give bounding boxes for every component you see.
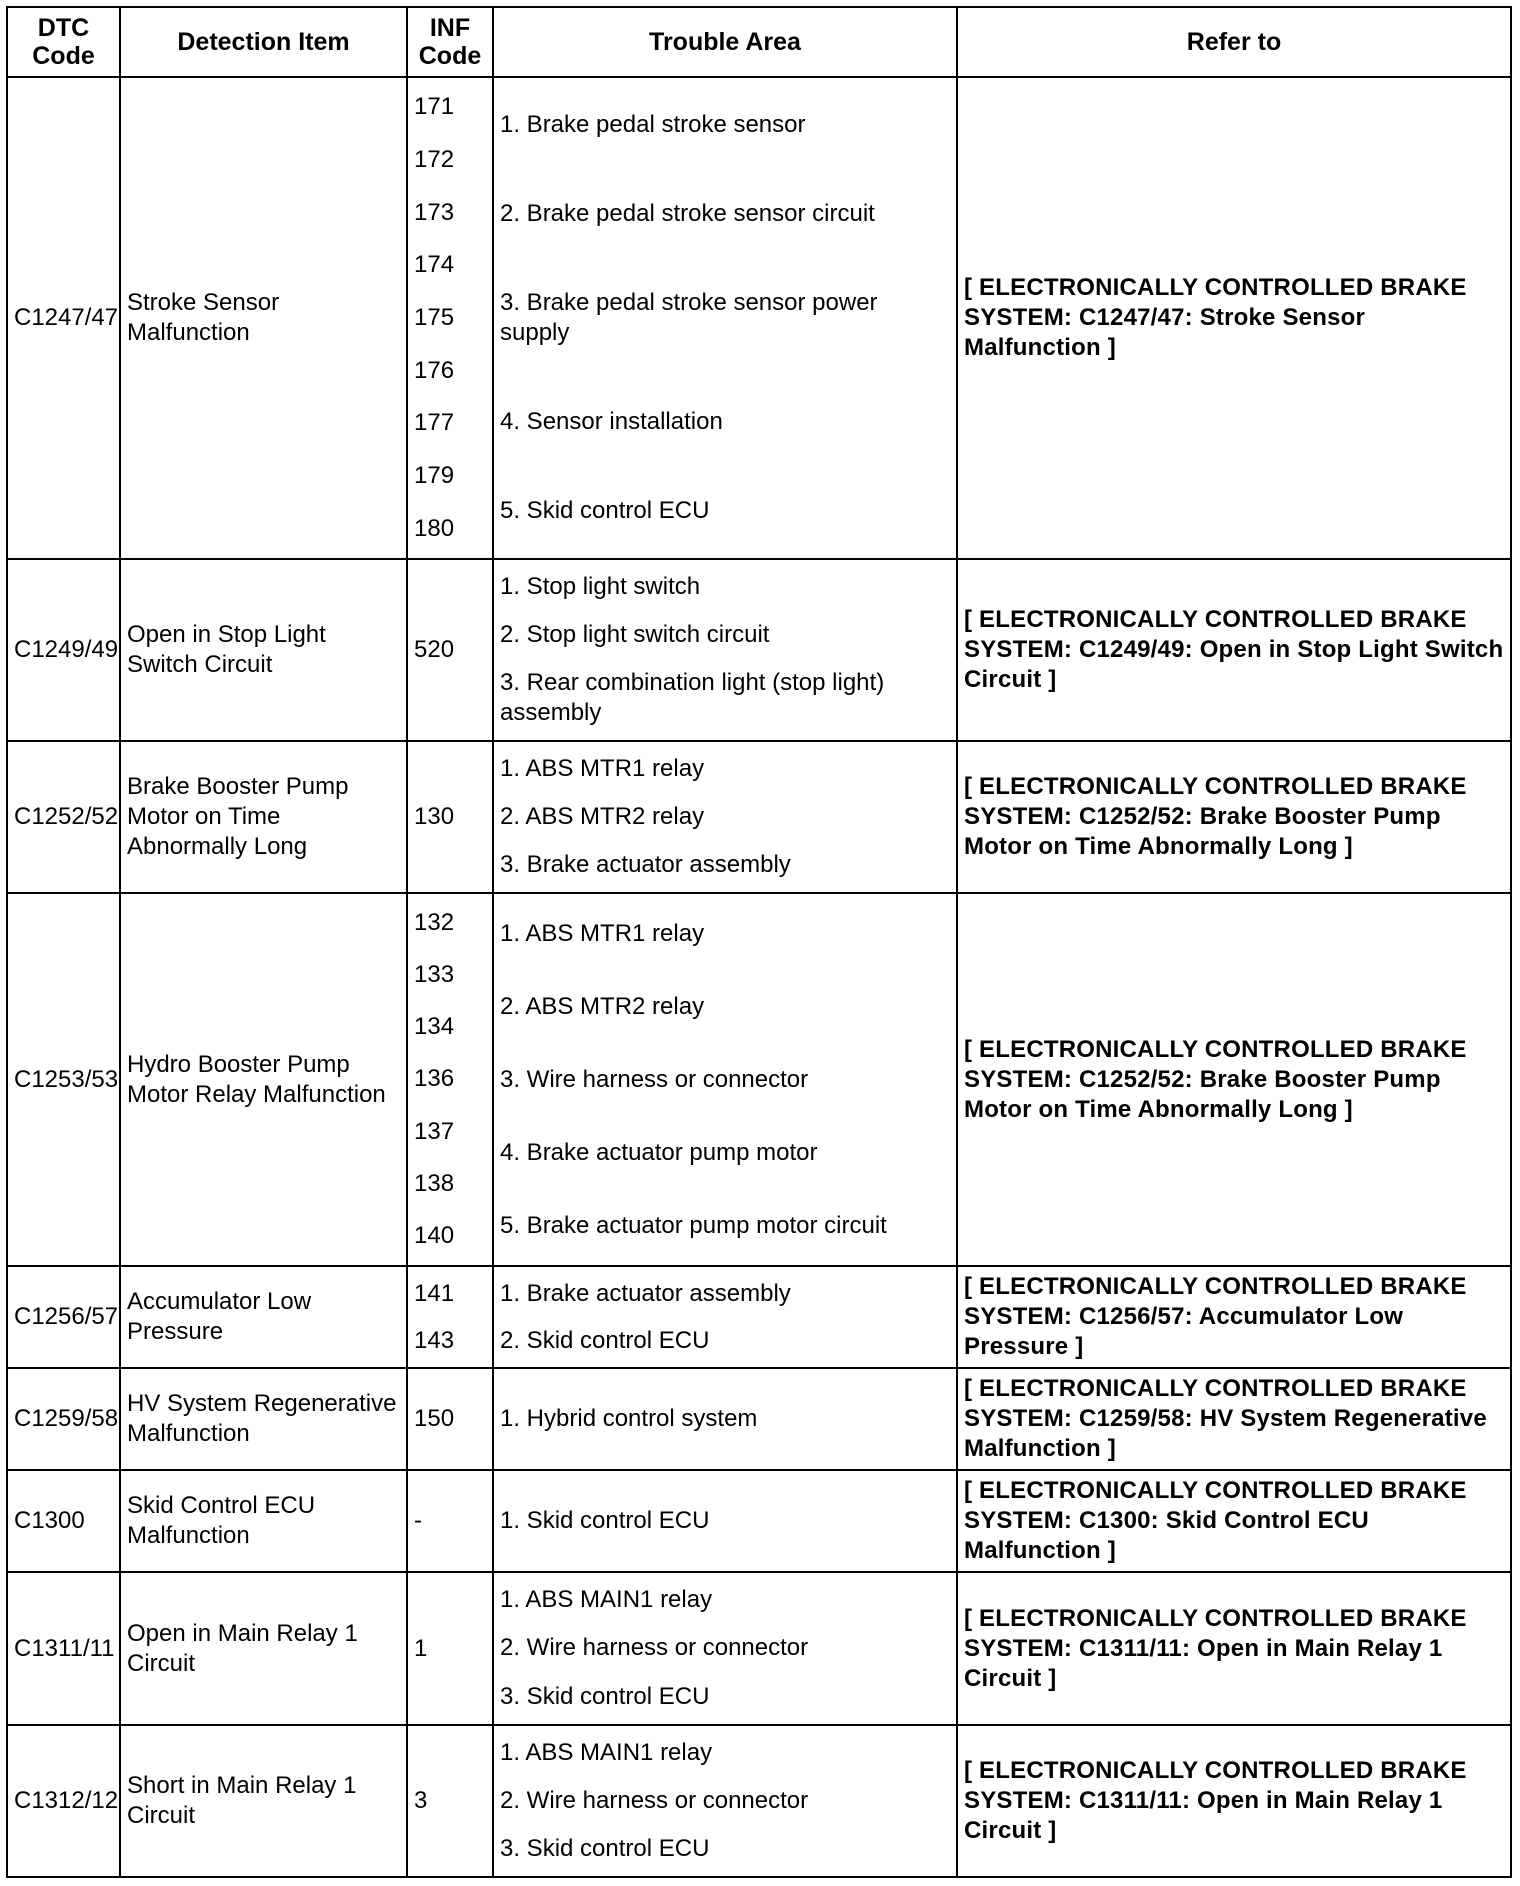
dtc-code-cell: C1300 <box>7 1470 120 1572</box>
inf-code-value: 150 <box>414 1405 455 1432</box>
table-row <box>7 741 1511 893</box>
trouble-area-cell <box>493 893 957 1266</box>
inf-code-cell <box>407 1572 493 1725</box>
dtc-code-cell: C1311/11 <box>7 1572 120 1725</box>
table-row <box>7 1725 1511 1877</box>
refer-to-cell: [ ELECTRONICALLY CONTROLLED BRAKE SYSTEM: C1311/11: Open in Main Relay 1 Circuit ] <box>957 1725 1511 1877</box>
detection-item-cell: Open in Main Relay 1 Circuit <box>120 1572 407 1725</box>
trouble-area-cell <box>493 77 957 559</box>
trouble-area-item: 2. Brake pedal stroke sensor circuit <box>500 200 875 228</box>
inf-code-value: 134 <box>414 1013 455 1041</box>
inf-code-value: 180 <box>414 514 455 542</box>
trouble-area-item: 5. Skid control ECU <box>500 496 710 524</box>
dtc-code-cell: C1259/58 <box>7 1368 120 1470</box>
table-row <box>7 893 1511 1266</box>
header-dtc-code: DTC Code <box>7 7 120 77</box>
dtc-code-cell: C1312/12 <box>7 1725 120 1877</box>
table-row <box>7 559 1511 741</box>
dtc-table <box>6 6 1512 1878</box>
inf-code-value: 3 <box>414 1787 428 1814</box>
inf-code-cell <box>407 741 493 893</box>
trouble-area-cell <box>493 1368 957 1470</box>
header-inf-code: INF Code <box>407 7 493 77</box>
trouble-area-item: 4. Brake actuator pump motor <box>500 1138 818 1166</box>
trouble-area-item: 2. Skid control ECU <box>500 1326 710 1354</box>
dtc-code-cell: C1253/53 <box>7 893 120 1266</box>
inf-code-value: 174 <box>414 251 455 279</box>
inf-code-value: 172 <box>414 145 455 173</box>
trouble-area-item: 4. Sensor installation <box>500 407 723 435</box>
inf-code-value: 175 <box>414 303 455 331</box>
detection-item-cell: Brake Booster Pump Motor on Time Abnormally Long <box>120 741 407 893</box>
inf-code-value: 133 <box>414 961 455 989</box>
header-trouble-area: Trouble Area <box>493 7 957 77</box>
trouble-area-item: 1. Skid control ECU <box>500 1507 710 1534</box>
trouble-area-cell <box>493 1470 957 1572</box>
inf-code-value: 1 <box>414 1634 428 1662</box>
detection-item-cell: Skid Control ECU Malfunction <box>120 1470 407 1572</box>
trouble-area-item: 2. ABS MTR2 relay <box>500 992 705 1020</box>
header-refer-to: Refer to <box>957 7 1511 77</box>
inf-code-value: 171 <box>414 93 455 121</box>
refer-to-cell: [ ELECTRONICALLY CONTROLLED BRAKE SYSTEM: C1300: Skid Control ECU Malfunction ] <box>957 1470 1511 1572</box>
inf-code-cell <box>407 1266 493 1368</box>
trouble-area-item: 3. Brake actuator assembly <box>500 851 791 878</box>
table-row <box>7 1368 1511 1470</box>
trouble-area-item: 2. Wire harness or connector <box>500 1787 809 1814</box>
table-body <box>7 77 1511 1877</box>
trouble-area-cell <box>493 1572 957 1725</box>
detection-item-cell: Open in Stop Light Switch Circuit <box>120 559 407 741</box>
trouble-area-item: 3. Skid control ECU <box>500 1835 710 1862</box>
inf-code-cell <box>407 1725 493 1877</box>
dtc-code-cell: C1247/47 <box>7 77 120 559</box>
inf-code-value: 137 <box>414 1117 455 1145</box>
trouble-area-cell <box>493 741 957 893</box>
refer-to-cell: [ ELECTRONICALLY CONTROLLED BRAKE SYSTEM: C1311/11: Open in Main Relay 1 Circuit ] <box>957 1572 1511 1725</box>
detection-item-cell: HV System Regenerative Malfunction <box>120 1368 407 1470</box>
trouble-area-item: 3. Brake pedal stroke sensor power supply <box>500 288 878 346</box>
table-header-row <box>7 7 1511 77</box>
header-detection-item: Detection Item <box>120 7 407 77</box>
dtc-code-cell: C1256/57 <box>7 1266 120 1368</box>
trouble-area-item: 1. ABS MAIN1 relay <box>500 1586 713 1614</box>
trouble-area-item: 1. Brake pedal stroke sensor <box>500 111 806 139</box>
trouble-area-item: 2. Wire harness or connector <box>500 1634 809 1662</box>
inf-code-value: 130 <box>414 803 455 830</box>
table-row <box>7 1266 1511 1368</box>
trouble-area-item: 1. Brake actuator assembly <box>500 1279 791 1307</box>
inf-code-value: 179 <box>414 461 455 489</box>
inf-code-cell <box>407 1470 493 1572</box>
inf-code-value: 177 <box>414 409 455 437</box>
refer-to-cell: [ ELECTRONICALLY CONTROLLED BRAKE SYSTEM: C1259/58: HV System Regenerative Malfunction ] <box>957 1368 1511 1470</box>
trouble-area-cell <box>493 1266 957 1368</box>
dtc-code-cell: C1249/49 <box>7 559 120 741</box>
inf-code-value: 140 <box>414 1221 455 1249</box>
trouble-area-item: 1. Stop light switch <box>500 573 701 600</box>
inf-code-cell <box>407 893 493 1266</box>
inf-code-cell <box>407 77 493 559</box>
trouble-area-item: 1. ABS MAIN1 relay <box>500 1739 713 1766</box>
detection-item-cell: Stroke Sensor Malfunction <box>120 77 407 559</box>
inf-code-value: 520 <box>414 636 455 663</box>
dtc-code-cell: C1252/52 <box>7 741 120 893</box>
inf-code-cell <box>407 1368 493 1470</box>
inf-code-value: 141 <box>414 1279 455 1307</box>
inf-code-value: 138 <box>414 1169 455 1197</box>
trouble-area-item: 3. Wire harness or connector <box>500 1065 809 1093</box>
trouble-area-item: 5. Brake actuator pump motor circuit <box>500 1211 887 1239</box>
inf-code-cell <box>407 559 493 741</box>
refer-to-cell: [ ELECTRONICALLY CONTROLLED BRAKE SYSTEM: C1252/52: Brake Booster Pump Motor on Time Abnormally Long ] <box>957 893 1511 1266</box>
refer-to-cell: [ ELECTRONICALLY CONTROLLED BRAKE SYSTEM: C1252/52: Brake Booster Pump Motor on Time Abnormally Long ] <box>957 741 1511 893</box>
refer-to-cell: [ ELECTRONICALLY CONTROLLED BRAKE SYSTEM: C1247/47: Stroke Sensor Malfunction ] <box>957 77 1511 559</box>
inf-code-value: 173 <box>414 198 455 226</box>
trouble-area-item: 1. ABS MTR1 relay <box>500 755 705 782</box>
table-row <box>7 77 1511 559</box>
trouble-area-item: 2. Stop light switch circuit <box>500 621 770 648</box>
inf-code-value: 176 <box>414 356 455 384</box>
trouble-area-item: 1. ABS MTR1 relay <box>500 919 705 947</box>
detection-item-cell: Short in Main Relay 1 Circuit <box>120 1725 407 1877</box>
table-row <box>7 1470 1511 1572</box>
trouble-area-cell <box>493 1725 957 1877</box>
trouble-area-item: 3. Rear combination light (stop light) assembly <box>500 669 885 726</box>
trouble-area-item: 2. ABS MTR2 relay <box>500 803 705 830</box>
trouble-area-item: 1. Hybrid control system <box>500 1405 758 1432</box>
refer-to-cell: [ ELECTRONICALLY CONTROLLED BRAKE SYSTEM: C1249/49: Open in Stop Light Switch Circuit ] <box>957 559 1511 741</box>
trouble-area-cell <box>493 559 957 741</box>
inf-code-value: 132 <box>414 909 455 937</box>
table-row <box>7 1572 1511 1725</box>
refer-to-cell: [ ELECTRONICALLY CONTROLLED BRAKE SYSTEM: C1256/57: Accumulator Low Pressure ] <box>957 1266 1511 1368</box>
inf-code-value: - <box>414 1507 422 1534</box>
trouble-area-item: 3. Skid control ECU <box>500 1682 710 1710</box>
detection-item-cell: Accumulator Low Pressure <box>120 1266 407 1368</box>
detection-item-cell: Hydro Booster Pump Motor Relay Malfunction <box>120 893 407 1266</box>
inf-code-value: 143 <box>414 1326 455 1354</box>
inf-code-value: 136 <box>414 1065 455 1093</box>
